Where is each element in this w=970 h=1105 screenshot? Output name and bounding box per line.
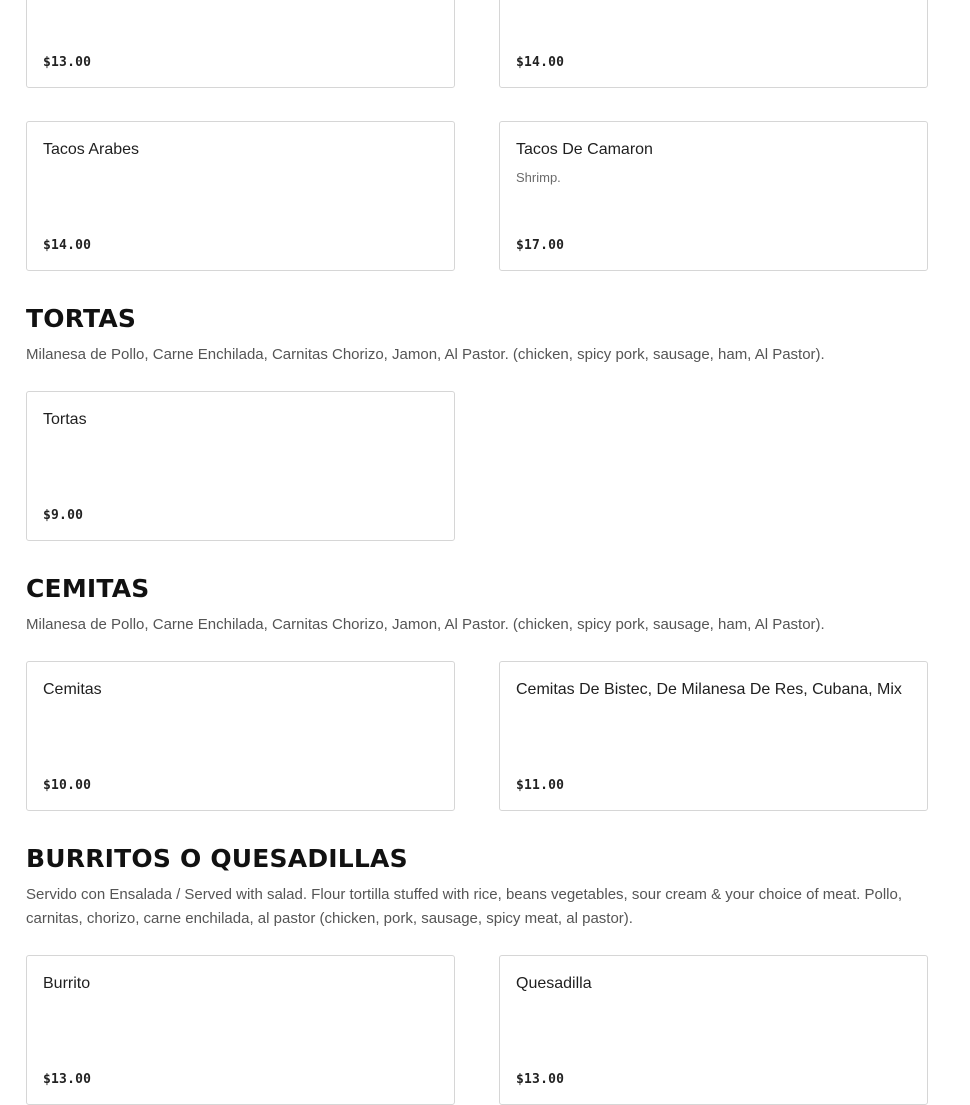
section-description: Servido con Ensalada / Served with salad. Flour tortilla stuffed with rice, beans vegetables, sour cream & your choice of meat. Pollo, carnitas, chorizo, carne enchilada, al pastor (chicken, pork, sausage, spicy meat, al pastor).	[26, 886, 902, 927]
item-name: Cemitas De Bistec, De Milanesa De Res, Cubana, Mix	[516, 681, 902, 698]
section-title-burritos-quesadillas: BURRITOS O QUESADILLAS	[26, 844, 408, 873]
item-price: $13.00	[516, 1072, 565, 1087]
item-name: Tacos Arabes	[43, 141, 140, 158]
item-price: $10.00	[43, 778, 92, 793]
item-name: Tortas	[43, 411, 87, 428]
item-name: Quesadilla	[516, 975, 592, 992]
item-price: $14.00	[43, 238, 92, 253]
menu-item-card[interactable]	[26, 955, 455, 1105]
item-price: $13.00	[43, 55, 92, 70]
item-price: $14.00	[516, 55, 565, 70]
menu-item-card[interactable]	[26, 661, 455, 811]
item-price: $13.00	[43, 1072, 92, 1087]
section-description: Milanesa de Pollo, Carne Enchilada, Carnitas Chorizo, Jamon, Al Pastor. (chicken, spicy pork, sausage, ham, Al Pastor).	[26, 616, 825, 633]
menu-item-card[interactable]	[499, 661, 928, 811]
item-price: $11.00	[516, 778, 565, 793]
section-title-cemitas: CEMITAS	[26, 574, 150, 603]
menu-item-card[interactable]	[499, 0, 928, 88]
item-description: Shrimp.	[516, 170, 561, 185]
menu-item-card[interactable]	[26, 391, 455, 541]
item-name: Tacos De Camaron	[516, 141, 653, 158]
section-title-tortas: TORTAS	[26, 304, 137, 333]
menu-item-card[interactable]	[499, 121, 928, 271]
item-name: Burrito	[43, 975, 91, 992]
section-description: Milanesa de Pollo, Carne Enchilada, Carnitas Chorizo, Jamon, Al Pastor. (chicken, spicy pork, sausage, ham, Al Pastor).	[26, 346, 825, 363]
item-name: Cemitas	[43, 681, 102, 698]
menu-item-card[interactable]	[499, 955, 928, 1105]
item-price: $9.00	[43, 508, 84, 523]
menu-item-card[interactable]	[26, 0, 455, 88]
item-price: $17.00	[516, 238, 565, 253]
menu-item-card[interactable]	[26, 121, 455, 271]
